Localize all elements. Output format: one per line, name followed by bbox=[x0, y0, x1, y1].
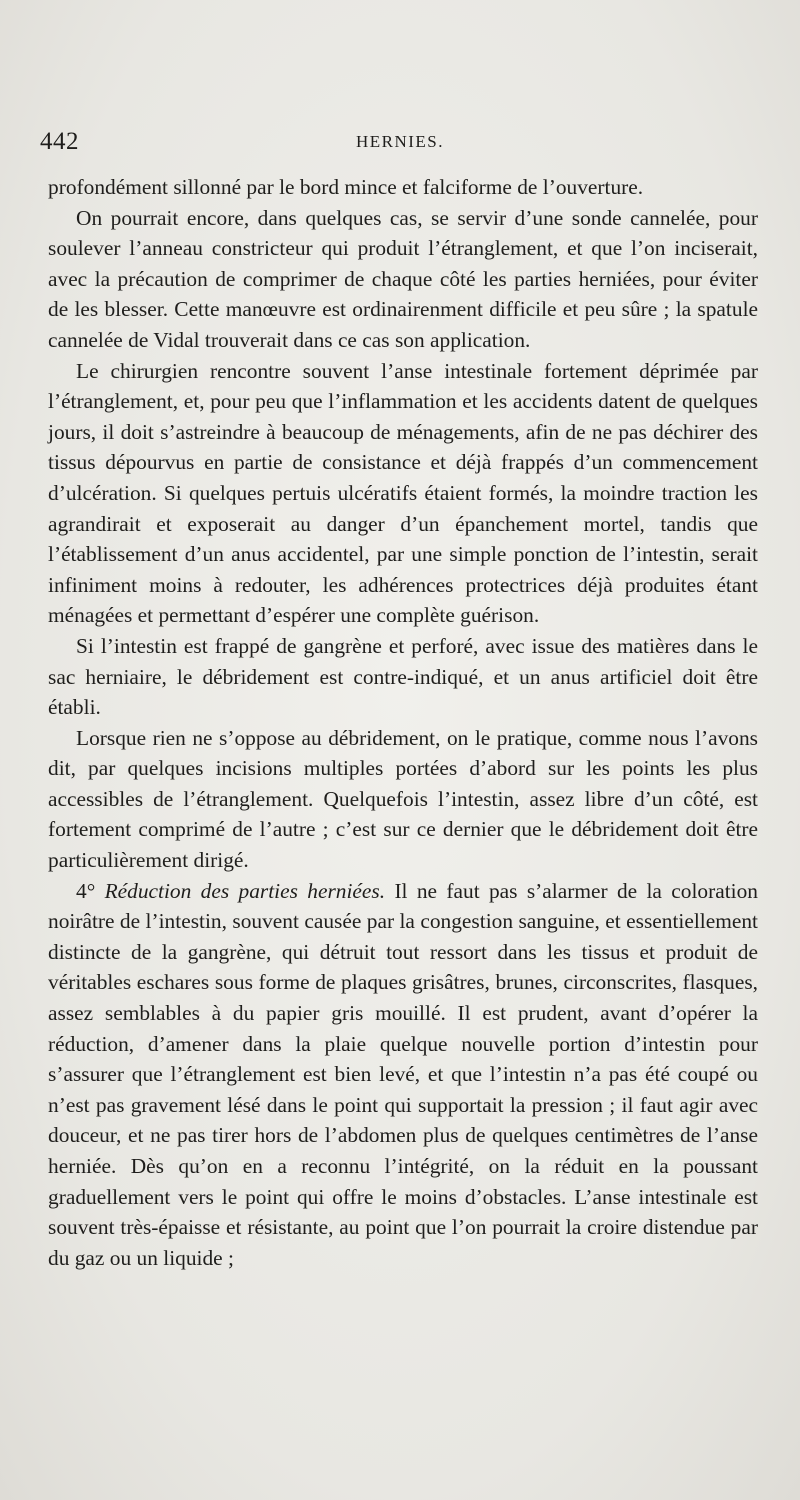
section-heading: Réduction des parties herniées. bbox=[104, 878, 386, 903]
page-header bbox=[40, 128, 760, 164]
section-number: 4° bbox=[76, 878, 105, 903]
paragraph-gangrene: Si l’intestin est frappé de gangrène et perforé, avec issue des matières dans le sac herniaire, le débridement est contre-indiqué, et un anus artificiel doit être établi. bbox=[48, 633, 758, 720]
page-number: 442 bbox=[40, 128, 79, 155]
paragraph-anse-intestinale: Le chirurgien rencontre souvent l’anse intestinale fortement déprimée par l’étranglement, et, pour peu que l’inflammation et les accidents datent de quelques jours, il doit s’astreindre à beaucoup de ménagements, afin de ne pas déchirer des tissus dépourvus en partie de consistance et déjà frappés d’un commencement d’ulcération. Si quelques pertuis ulcératifs étaient formés, la moindre traction les agrandirait et exposerait au danger d’un épanchement mortel, tandis que l’établissement d’un anus accidentel, par une simple ponction de l’intestin, serait infiniment moins à redouter, les adhérences protectrices déjà produites étant ménagées et permettant d’espérer une complète guérison. bbox=[48, 358, 758, 628]
section-text: Il ne faut pas s’alarmer de la coloration noirâtre de l’intestin, souvent causée par la congestion sanguine, et essentiellement distincte de la gangrène, qui détruit tout ressort dans les tissus et produit de véritables eschares sous forme de plaques grisâtres, brunes, circonscrites, flasques, assez semblables à du papier gris mouillé. Il est prudent, avant d’opérer la réduction, d’amener dans la plaie quelque nouvelle portion d’intestin pour s’assurer que l’étranglement est bien levé, et que l’intestin n’a pas été coupé ou n’est pas gravement lésé dans le point qui supportait la pression ; il faut agir avec douceur, et ne pas tirer hors de l’abdomen plus de quelques centimètres de l’anse herniée. Dès qu’on en a reconnu l’intégrité, on la réduit en la poussant graduellement vers le point qui offre le moins d’obstacles. L’anse intestinale est souvent très-épaisse et résistante, au point que l’on pourrait la croire distendue par du gaz ou un liquide ; bbox=[48, 878, 758, 1270]
paragraph-debridement: Lorsque rien ne s’oppose au débridement, on le pratique, comme nous l’avons dit, par quelques incisions multiples portées d’abord sur les points les plus accessibles de l’étranglement. Quelquefois l’intestin, assez libre d’un côté, est fortement comprimé de l’autre ; c’est sur ce dernier que le débridement doit être particulièrement dirigé. bbox=[48, 725, 758, 873]
body-text bbox=[48, 172, 758, 1273]
running-title: HERNIES. bbox=[355, 132, 445, 151]
paragraph-continuation: profondément sillonné par le bord mince et falciforme de l’ouverture. bbox=[48, 175, 644, 199]
paragraph-sonde-cannelee: On pourrait encore, dans quelques cas, se servir d’une sonde cannelée, pour soulever l’anneau constricteur qui produit l’étranglement, et que l’on inciserait, avec la précaution de comprimer de chaque côté les parties herniées, pour éviter de les blesser. Cette manœuvre est ordinairenment difficile et peu sûre ; la spatule cannelée de Vidal trouverait dans ce cas son application. bbox=[48, 205, 758, 352]
paragraph-reduction bbox=[48, 876, 758, 1274]
